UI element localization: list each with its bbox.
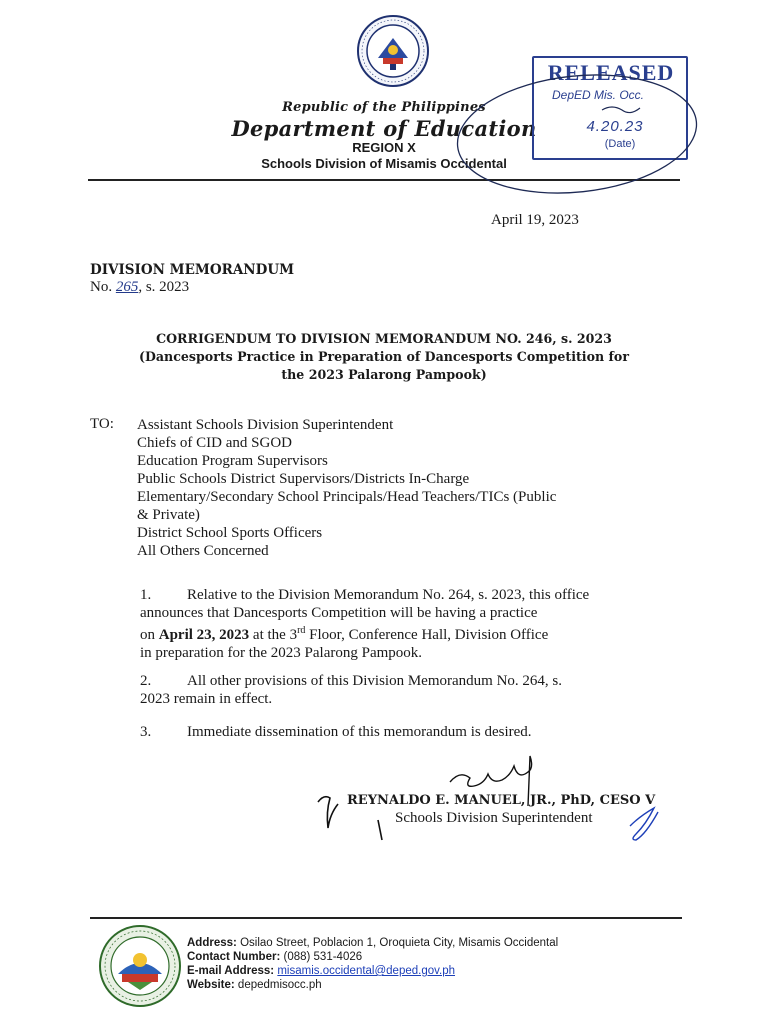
email-label: E-mail Address: (187, 965, 275, 977)
item-line: All other provisions of this Division Memorandum No. 264, s. (187, 673, 562, 689)
practice-date: April 23, 2023 (158, 627, 250, 643)
item-line: in preparation for the 2023 Palarong Pampook. (140, 645, 423, 661)
item-number: 3. (140, 724, 152, 740)
item-number: 2. (140, 673, 152, 689)
subject-line-2: (Dancesports Practice in Preparation of Dancesports Competition for (139, 349, 629, 364)
footer-address (187, 937, 558, 949)
recipient-item: & Private) (137, 507, 200, 523)
item-text (140, 672, 667, 708)
email-link[interactable]: misamis.occidental@deped.gov.ph (277, 965, 456, 977)
recipient-item: Elementary/Secondary School Principals/Head Teachers/TICs (Public (137, 489, 557, 505)
item-line: announces that Dancesports Competition will be having a practice (140, 605, 538, 621)
memo-number (90, 279, 189, 296)
region-heading: REGION X (352, 140, 416, 155)
item-line: 2023 remain in effect. (140, 691, 273, 707)
stamp-office: DepED Mis. Occ. (552, 88, 645, 102)
recipient-item: District School Sports Officers (137, 525, 323, 541)
footer-email (187, 965, 455, 977)
recipient-item: All Others Concerned (137, 543, 269, 559)
contact-label: Contact Number: (187, 951, 281, 963)
memo-date: April 19, 2023 (491, 212, 579, 228)
stamp-date: 4.20.23 (586, 118, 644, 135)
division-heading: Schools Division of Misamis Occidental (261, 156, 507, 171)
item-line: Immediate dissemination of this memorandum is desired. (187, 724, 532, 740)
footer-website (187, 979, 322, 991)
deped-seal-logo (356, 14, 430, 88)
handwritten-oval-mark (452, 60, 702, 210)
footer-divider (90, 917, 682, 919)
subject-line-3: the 2023 Palarong Pampook) (281, 367, 487, 382)
contact-value: (088) 531-4026 (283, 951, 363, 963)
item-line-date: on April 23, 2023 at the 3rd Floor, Conference Hall, Division Office (140, 625, 549, 643)
division-seal-logo (98, 924, 182, 1008)
recipient-list (137, 416, 697, 560)
memo-type: DIVISION MEMORANDUM (90, 262, 295, 278)
memo-number-handwritten: 265 (115, 279, 139, 295)
memo-number-prefix: No. (90, 279, 113, 295)
recipient-item: Assistant Schools Division Superintendent (137, 417, 394, 433)
recipient-item: Education Program Supervisors (137, 453, 328, 469)
recipient-item: Public Schools District Supervisors/Districts In-Charge (137, 471, 470, 487)
item-text (140, 586, 667, 662)
stamp-date-label: (Date) (604, 138, 636, 150)
signatory-title: Schools Division Superintendent (395, 810, 593, 826)
stamp-title: RELEASED (547, 60, 675, 85)
website-label: Website: (187, 979, 235, 991)
website-value: depedmisocc.ph (237, 979, 322, 991)
to-label: TO: (90, 416, 114, 432)
department-heading: Department of Education (231, 116, 537, 141)
recipient-item: Chiefs of CID and SGOD (137, 435, 292, 451)
memo-number-suffix: , s. 2023 (138, 279, 190, 295)
item-line: Relative to the Division Memorandum No. 264, s. 2023, this office (187, 587, 590, 603)
item-number: 1. (140, 587, 152, 603)
address-label: Address: (187, 937, 237, 949)
republic-heading: Republic of the Philippines (282, 100, 486, 115)
item-text (187, 723, 667, 741)
signatory-name: REYNALDO E. MANUEL, JR., PhD, CESO V (347, 793, 656, 808)
address-value: Osilao Street, Poblacion 1, Oroquieta City, Misamis Occidental (240, 937, 559, 949)
footer-contact (187, 951, 362, 963)
subject-line-1: CORRIGENDUM TO DIVISION MEMORANDUM NO. 246, s. 2023 (156, 331, 612, 346)
